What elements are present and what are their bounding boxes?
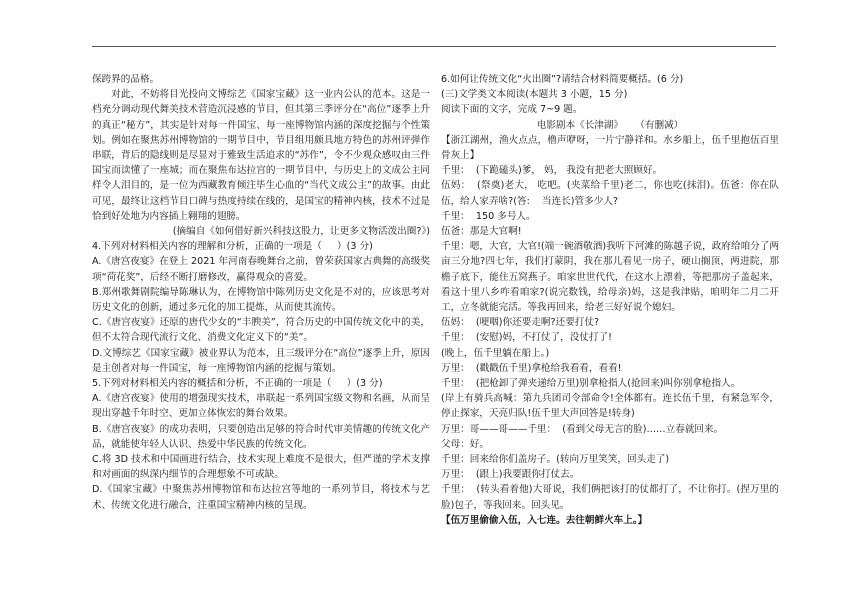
text-paragraph: 千里： (安慰)妈，不打仗了，没仗打了! [441, 332, 612, 344]
header-rule [92, 46, 776, 47]
text-paragraph: 5.下列对材料相关内容的概括和分析，不正确的一项是（ ）(3 分) [92, 378, 383, 390]
text-paragraph: C.将 3D 技术和中国画进行结合，技术实现上难度不是很大，但严谨的学术支撑和对画面的纵深内细节的合理想象不可或缺。 [92, 454, 430, 481]
text-paragraph: 万里：哥——哥——千里： (看到父母无言的脸)……立春就回来。 [441, 423, 724, 435]
text-paragraph: 万里： (跟上)我要跟你打仗去。 [441, 469, 580, 481]
text-paragraph: 【浙江湖州，渔火点点，橹声咿呀，一片宁静祥和。水乡船上，伍千里抱伍百里骨灰上】 [441, 134, 779, 162]
text-paragraph: B.《唐宫夜宴》的成功表明，只要创造出足够的符合时代审美情趣的传统文化产品，就能使年轻人认识、热爱中华民族的传统文化。 [92, 423, 430, 450]
text-paragraph: 父母：好。 [441, 438, 489, 450]
text-paragraph: 对此，不妨将目光投向文博综艺《国家宝藏》这一业内公认的范本。这是一档充分调动现代舞美技术营造沉浸感的节目，但其第三季评分在“高位”逐季上升的真正“秘方”，其实是针对每一件国宝、每一座博物馆内涵的深度挖掘与个性策划。例如在聚焦苏州博物馆的一期节目中，节目组用颇具地方特色的苏州评弹作串联，背后的隐线则是尽显对于雅致生活追求的“苏作”，令不少观众感叹由三件国宝而读懂了一座城；而在聚焦布达拉宫的一期节目中，与历史上的文成公主同样令人泪目的，是一位为西藏教育倾注毕生心血的“当代文成公主”的故事。由此可见，最终让这档节目口碑与热度持续在线的，是国宝的精神内核，技术不过是恰到好处地为内容插上翱翔的翅膀。 [92, 89, 430, 222]
text-paragraph: 千里：嗯，大官，大官!(端一碗酒敬酒)我听下河滩的陈越子说，政府给咱分了两亩三分地?四七年，我们打蒙阴，我在那儿看见一房子，硬山搁顶，两进院，那檐子底下，能住五窝燕子。咱家世世代代，在这水上漂着，等把那房子盖起来，看这十里八乡咋看咱家?(说完数钱，给母亲)妈，这是我津贴，咱明年二月二开工，立冬就能完活。等我再回来，给老三好好说个媳妇。 [441, 241, 779, 314]
left-column [92, 72, 430, 513]
text-paragraph: 4.下列对材料相关内容的理解和分析，正确的一项是（ ）(3 分) [92, 241, 373, 253]
text-paragraph: 千里： (转头看着他)大哥说，我们俩把该打的仗都打了，不让你打。(捏万里的脸)包子，等我回来。回头见。 [441, 484, 779, 511]
text-paragraph: (三)文学类文本阅读(本题共 3 小题，15 分) [441, 89, 628, 101]
text-paragraph: 千里：回来给你们盖房子。(转向万里笑笑，回头走了) [441, 454, 670, 466]
text-paragraph: 阅读下面的文字，完成 7~9 题。 [441, 104, 583, 116]
text-paragraph: 千里： (下跪磕头)爹， 妈， 我没有把老大照顾好。 [441, 165, 663, 177]
text-paragraph: B.郑州歌舞剧院编导陈琳认为，在博物馆中陈列历史文化是不对的，应该思考对历史文化的创新，通过多元化的加工提炼，从而使其流传。 [92, 286, 430, 314]
text-paragraph: 电影剧本《长津湖》 （有删减） [536, 119, 684, 131]
text-paragraph: 万里： (戳戳伍千里)拿枪给我看看，看看! [441, 362, 622, 374]
text-paragraph: A.《唐宫夜宴》在登上 2021 年河南春晚舞台之前，曾荣获国家古典舞的高级奖项“荷花奖”，后经不断打磨修改，赢得观众的喜爱。 [92, 256, 430, 283]
text-paragraph: 保跨界的品格。 [92, 74, 160, 85]
text-paragraph: (岸上有骑兵高喊：第九兵团司令部命令!全体都有。连长伍千里，有紧急军令，停止探家，天亮归队!伍千里大声回答是!转身) [441, 393, 779, 420]
text-paragraph: 伍爸：那是大官啊! [441, 226, 522, 238]
text-paragraph: A.《唐宫夜宴》使用的增强现实技术，串联起一系列国宝级文物和名画，从而呈现出穿越千年时空、更加立体恢宏的舞台效果。 [92, 393, 430, 420]
text-paragraph: 6.如何让传统文化“火出圈”?请结合材料简要概括。(6 分) [441, 74, 684, 85]
right-column [441, 72, 779, 528]
text-paragraph: D.文博综艺《国家宝藏》被业界认为范本，且三级评分在“高位”逐季上升，原因是主创者对每一件国宝，每一座博物馆内涵的挖掘与策划。 [92, 347, 430, 374]
text-paragraph: 千里： 150 多号人。 [441, 210, 536, 222]
text-paragraph: 伍妈： (哽咽)你还要走啊?还要打仗? [441, 317, 600, 329]
text-paragraph: C.《唐宫夜宴》还原的唐代少女的“丰腴美”，符合历史的中国传统文化中的美，但不太符合现代流行文化、消费文化定义下的“美”。 [92, 317, 430, 344]
text-paragraph: 【伍万里偷偷入伍，入七连。去往朝鲜火车上。】 [441, 514, 648, 526]
text-paragraph: (晚上，伍千里躺在船上。) [441, 347, 550, 359]
text-paragraph: (摘编自《如何借好新兴科技这股力，让更多文物活泼出圈?》) [172, 226, 430, 238]
text-paragraph: 伍妈： (祭奠)老大， 吃吧。(夹菜给千里)老二，你也吃(抹泪)。伍爸：你在队伍，给人家弄啥?(答: 当连长)管多少人? [441, 180, 779, 207]
text-paragraph: D.《国家宝藏》中聚焦苏州博物馆和布达拉宫等地的一系列节目，将技术与艺术、传统文化进行融合，注重国宝精神内核的呈现。 [92, 484, 430, 511]
text-paragraph: 千里： (把枪卸了弹夹递给万里)别拿枪指人(抢回来)叫你别拿枪指人。 [441, 378, 741, 390]
